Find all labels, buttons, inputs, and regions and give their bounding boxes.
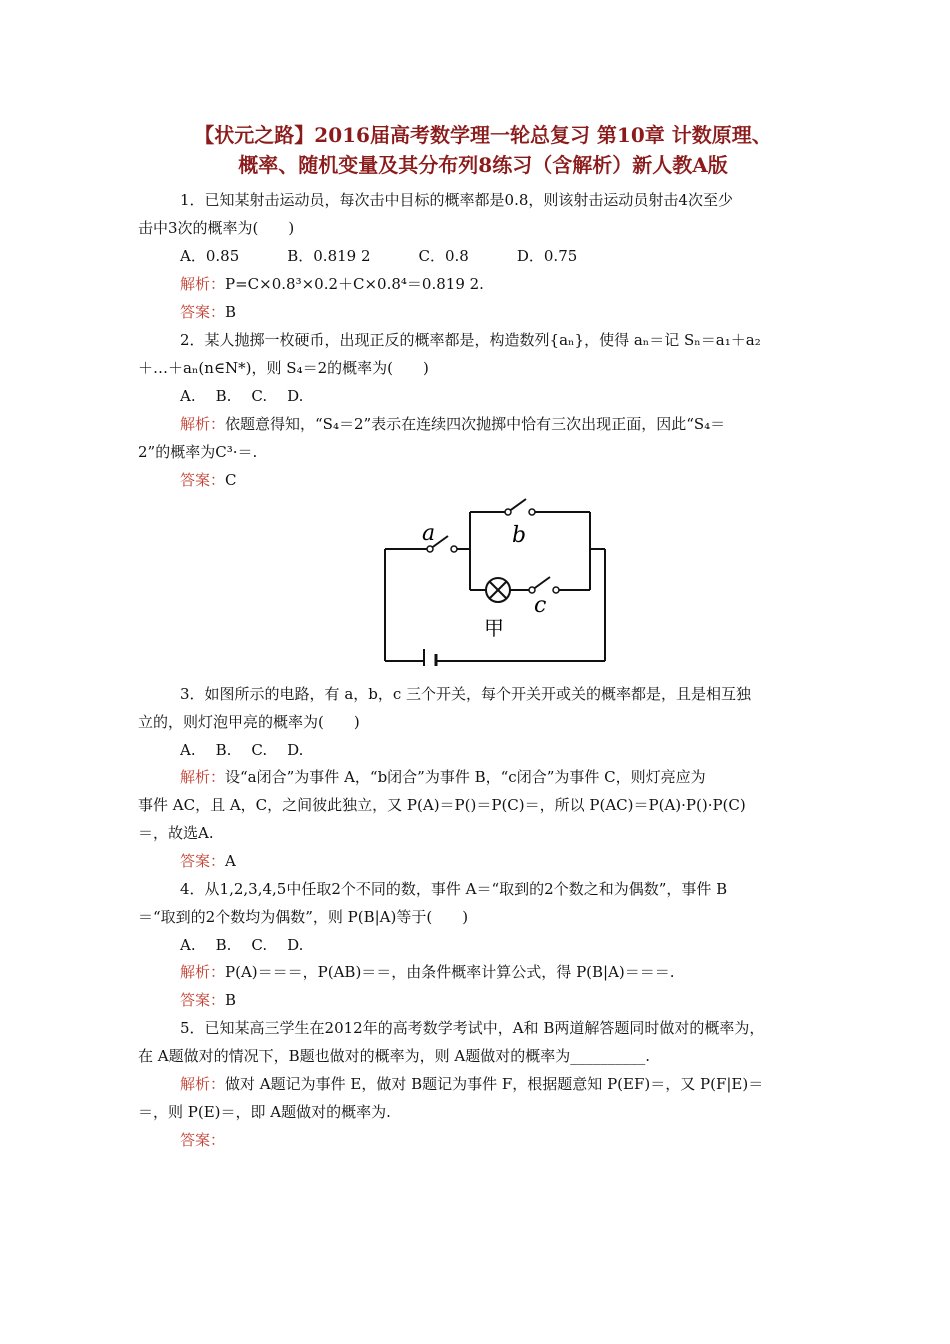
q2-stem-1: 2．某人抛掷一枚硬币，出现正反的概率都是，构造数列{aₙ}，使得 aₙ＝记 Sₙ＝a₁＋a₂ bbox=[180, 331, 761, 349]
q1-stem-2: 击中3次的概率为( ) bbox=[138, 219, 295, 237]
q3-option-c: C. bbox=[251, 741, 268, 759]
q1-analysis-line bbox=[180, 274, 870, 294]
switch-b-contact-left bbox=[505, 509, 511, 515]
q4-answer-line bbox=[180, 990, 870, 1010]
circuit-diagram bbox=[380, 494, 610, 666]
q2-analysis-2: 2”的概率为C³·＝. bbox=[138, 443, 258, 461]
q1-analysis: P=C×0.8³×0.2＋C×0.8⁴＝0.819 2. bbox=[225, 275, 484, 293]
q2-stem-2: ＋…＋aₙ(n∈N*)，则 S₄＝2的概率为( ) bbox=[138, 359, 429, 377]
q5-stem-2: 在 A题做对的情况下，B题也做对的概率为，则 A题做对的概率为__________. bbox=[138, 1047, 650, 1065]
switch-a-contact-left bbox=[427, 546, 433, 552]
analysis-label: 解析： bbox=[180, 768, 226, 786]
answer-label: 答案： bbox=[180, 991, 226, 1009]
answer-label: 答案： bbox=[180, 852, 226, 870]
q4-answer: B bbox=[225, 991, 237, 1009]
analysis-label: 解析： bbox=[180, 275, 226, 293]
q2-option-a: A. bbox=[180, 387, 196, 405]
q2-answer-line bbox=[180, 470, 870, 490]
q2-option-c: C. bbox=[251, 387, 268, 405]
switch-c-contact-right bbox=[553, 587, 559, 593]
q1-option-d: D．0.75 bbox=[516, 247, 578, 265]
q1-answer: B bbox=[225, 303, 237, 321]
switch-c-label: c bbox=[534, 593, 547, 618]
q5-stem-1: 5．已知某高三学生在2012年的高考数学考试中，A和 B两道解答题同时做对的概率为， bbox=[180, 1019, 765, 1037]
q4-option-a: A. bbox=[180, 936, 196, 954]
q5-analysis-line bbox=[180, 1074, 870, 1094]
q4-options bbox=[180, 935, 870, 955]
q4-option-b: B. bbox=[215, 936, 232, 954]
q1-options bbox=[180, 246, 870, 266]
q2-answer: C bbox=[225, 471, 237, 489]
switch-b-contact-right bbox=[529, 509, 535, 515]
document-title-line-1: 【状元之路】2016届高考数学理一轮总复习 第10章 计数原理、 bbox=[194, 123, 772, 147]
analysis-label: 解析： bbox=[180, 415, 226, 433]
q3-analysis-line bbox=[180, 767, 870, 787]
q1-option-c: C．0.8 bbox=[418, 247, 469, 265]
q3-option-a: A. bbox=[180, 741, 196, 759]
q1-option-b: B．0.819 2 bbox=[287, 247, 371, 265]
document-title-line-2: 概率、随机变量及其分布列8练习（含解析）新人教A版 bbox=[238, 153, 728, 177]
analysis-label: 解析： bbox=[180, 1075, 226, 1093]
q3-option-b: B. bbox=[215, 741, 232, 759]
q4-stem-1: 4．从1,2,3,4,5中任取2个不同的数，事件 A＝“取到的2个数之和为偶数”，事件 B bbox=[180, 880, 728, 898]
q2-option-d: D. bbox=[287, 387, 304, 405]
q3-answer: A bbox=[225, 852, 236, 870]
switch-a-contact-right bbox=[451, 546, 457, 552]
q3-analysis-1: 设“a闭合”为事件 A，“b闭合”为事件 B，“c闭合”为事件 C，则灯亮应为 bbox=[225, 768, 706, 786]
answer-label: 答案： bbox=[180, 471, 226, 489]
q2-analysis-line bbox=[180, 414, 870, 434]
q3-option-d: D. bbox=[287, 741, 304, 759]
q1-answer-line bbox=[180, 302, 870, 322]
analysis-label: 解析： bbox=[180, 963, 226, 981]
q3-answer-line bbox=[180, 851, 870, 871]
q4-stem-2: ＝“取到的2个数均为偶数”，则 P(B|A)等于( ) bbox=[138, 908, 469, 926]
q2-option-b: B. bbox=[215, 387, 232, 405]
q1-stem-1: 1．已知某射击运动员，每次击中目标的概率都是0.8，则该射击运动员射击4次至少 bbox=[180, 191, 733, 209]
bulb-label: 甲 bbox=[484, 616, 504, 640]
q5-analysis-1: 做对 A题记为事件 E，做对 B题记为事件 F，根据题意知 P(EF)＝，又 P(F|E)＝ bbox=[225, 1075, 764, 1093]
answer-label: 答案： bbox=[180, 303, 226, 321]
q3-stem-1: 3．如图所示的电路，有 a，b，c 三个开关，每个开关开或关的概率都是，且是相互独 bbox=[180, 685, 752, 703]
q5-analysis-2: ＝，则 P(E)＝，即 A题做对的概率为. bbox=[138, 1103, 391, 1121]
q2-options bbox=[180, 386, 870, 406]
switch-b-label: b bbox=[512, 523, 527, 548]
q2-analysis-1: 依题意得知，“S₄＝2”表示在连续四次抛掷中恰有三次出现正面，因此“S₄＝ bbox=[225, 415, 726, 433]
q5-answer-line bbox=[180, 1130, 870, 1150]
q4-analysis-line bbox=[180, 962, 870, 982]
answer-label: 答案： bbox=[180, 1131, 226, 1149]
q4-option-d: D. bbox=[287, 936, 304, 954]
q4-option-c: C. bbox=[251, 936, 268, 954]
switch-a-label: a bbox=[422, 521, 436, 546]
q3-analysis-3: ＝，故选A. bbox=[138, 824, 214, 842]
q4-analysis: P(A)＝＝＝，P(AB)＝＝，由条件概率计算公式，得 P(B|A)＝＝＝. bbox=[225, 963, 675, 981]
q3-options bbox=[180, 740, 870, 760]
q3-stem-2: 立的，则灯泡甲亮的概率为( ) bbox=[138, 713, 360, 731]
q1-option-a: A．0.85 bbox=[180, 247, 240, 265]
q3-analysis-2: 事件 AC，且 A，C，之间彼此独立，又 P(A)＝P()＝P(C)＝，所以 P(AC)＝P(A)·P()·P(C) bbox=[138, 796, 746, 814]
